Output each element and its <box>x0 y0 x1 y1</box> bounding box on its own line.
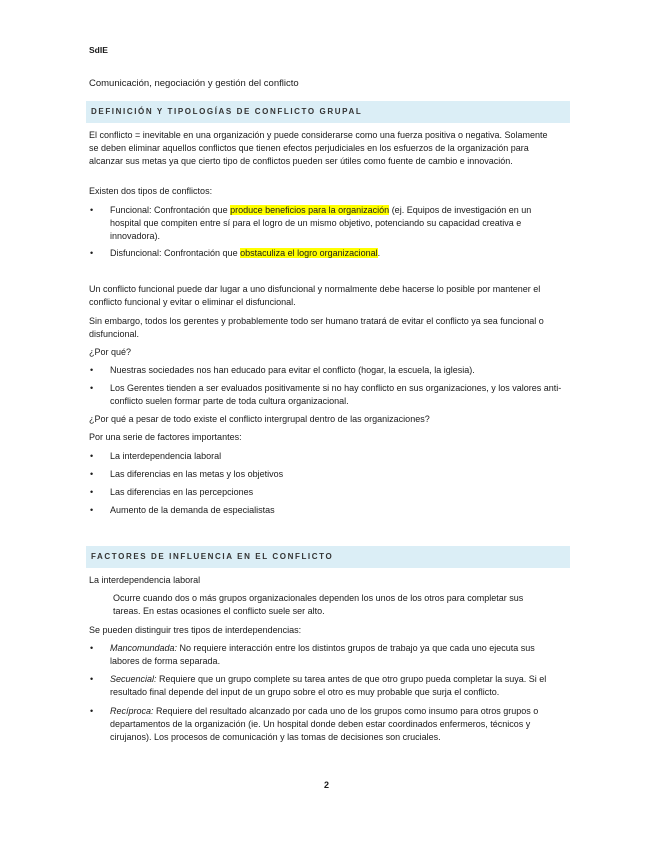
document-title: Comunicación, negociación y gestión del conflicto <box>89 78 299 89</box>
bullet-secuencial: Secuencial: Requiere que un grupo complete su tarea antes de que otro grupo pueda completar la suya. Si el resultado final depende del input de un grupo sobre el otro es muy probable que surja el conflicto. <box>110 674 547 697</box>
intro-paragraph: El conflicto = inevitable en una organización y puede considerarse como una fuerza positiva o negativa. Solamente se deben eliminar aquellos conflictos que tienen efectos perjudiciales en los esfuerzos de la organización para alcanzar sus metas ya que cierto tipo de conflictos pueden ser útiles como fuente de cambio e innovación. <box>89 130 548 166</box>
bullet-dot: • <box>90 487 94 497</box>
section-heading-definicion: DEFINICIÓN Y TIPOLOGÍAS DE CONFLICTO GRUPAL <box>91 107 363 116</box>
paragraph-sin-embargo: Sin embargo, todos los gerentes y probablemente todo ser humano tratará de evitar el conflicto ya sea funcional o disfuncional. <box>89 316 544 339</box>
bullet-dot: • <box>90 365 94 375</box>
why-bullet-1: Nuestras sociedades nos han educado para evitar el conflicto (hogar, la escuela, la iglesia). <box>110 365 475 375</box>
factors-intro: Por una serie de factores importantes: <box>89 432 242 442</box>
header-mark: SdIE <box>89 45 108 55</box>
page-number: 2 <box>324 780 330 790</box>
factor-item: Las diferencias en las percepciones <box>110 487 254 497</box>
section-heading-band <box>86 546 570 568</box>
bullet-disfuncional: Disfuncional: Confrontación que obstaculiza el logro organizacional. <box>110 248 381 258</box>
factor-item: Aumento de la demanda de especialistas <box>110 505 275 515</box>
interdependencia-definition: Ocurre cuando dos o más grupos organizacionales dependen los unos de los otros para completar sus tareas. En estas ocasiones el conflicto suele ser alto. <box>113 593 524 616</box>
question-por-que: ¿Por qué? <box>89 347 132 357</box>
bullet-funcional: Funcional: Confrontación que produce beneficios para la organización (ej. Equipos de investigación en un hospital que compiten entre sí para el logro de un mismo objetivo, potenciando su capacidad creativa e innovadora). <box>110 205 532 241</box>
section-heading-factores: FACTORES DE INFLUENCIA EN EL CONFLICTO <box>91 552 334 561</box>
bullet-dot: • <box>90 451 94 461</box>
factor-item: La interdependencia laboral <box>110 451 222 461</box>
question-intergrupal: ¿Por qué a pesar de todo existe el conflicto intergrupal dentro de las organizaciones? <box>89 414 430 424</box>
highlight-funcional: produce beneficios para la organización <box>230 205 390 215</box>
interdependencia-types-intro: Se pueden distinguir tres tipos de interdependencias: <box>89 625 302 635</box>
paragraph-funcional: Un conflicto funcional puede dar lugar a uno disfuncional y normalmente debe hacerse lo posible por mantener el conflicto funcional y evitar o eliminar el disfuncional. <box>89 284 541 307</box>
section-heading-band <box>86 101 570 123</box>
factor-item: Las diferencias en las metas y los objetivos <box>110 469 284 479</box>
bullet-dot: • <box>90 383 94 393</box>
subsection-interdependencia: La interdependencia laboral <box>89 575 201 585</box>
bullet-dot: • <box>90 469 94 479</box>
bullet-reciproca: Recíproca: Requiere del resultado alcanzado por cada uno de los grupos como insumo para otros grupos o departamentos de la organización (ie. Un hospital donde deben estar coordinados enfermeros, técnicos y cirujanos). Los procesos de comunicación y las tomas de decisiones son cruciales. <box>110 706 539 742</box>
why-bullet-2: Los Gerentes tienden a ser evaluados positivamente si no hay conflicto en sus organizaciones, y los valores anti-conflicto suelen formar parte de toda cultura organizacional. <box>110 383 562 406</box>
bullet-dot: • <box>90 505 94 515</box>
bullet-dot: • <box>90 205 94 215</box>
bullet-dot: • <box>90 248 94 258</box>
highlight-disfuncional: obstaculiza el logro organizacional <box>240 248 378 258</box>
bullet-dot: • <box>90 643 94 653</box>
bullet-mancomunada: Mancomundada: No requiere interacción entre los distintos grupos de trabajo ya que cada uno ejecuta sus labores de forma separada. <box>110 643 535 666</box>
bullet-dot: • <box>90 706 94 716</box>
types-intro: Existen dos tipos de conflictos: <box>89 186 213 196</box>
bullet-dot: • <box>90 674 94 684</box>
